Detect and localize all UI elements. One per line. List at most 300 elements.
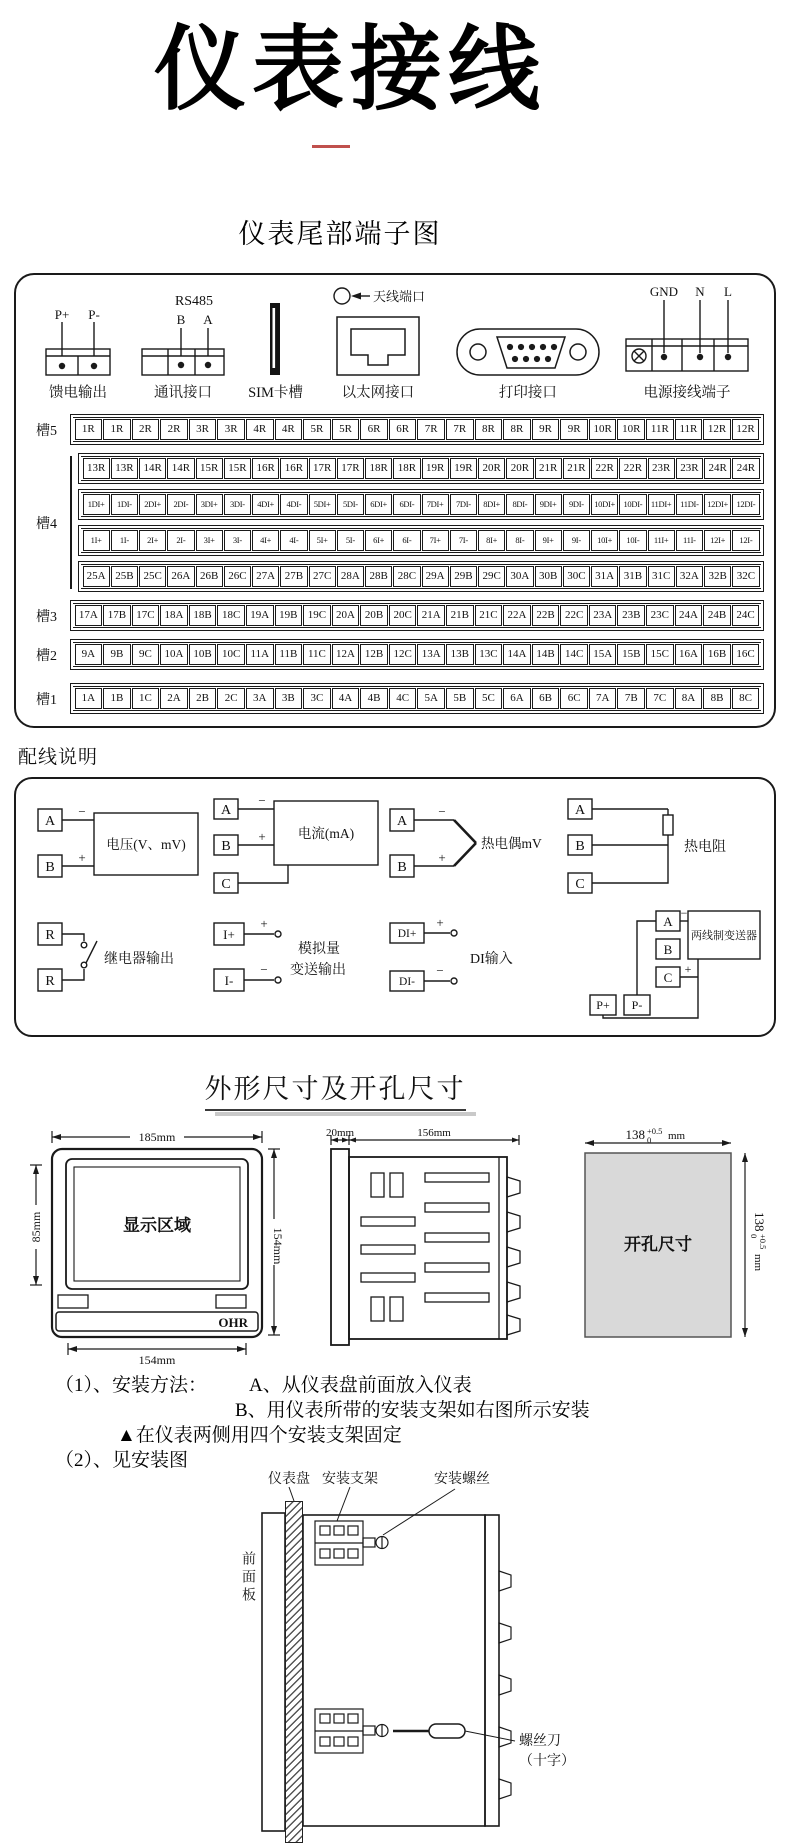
terminal-cell: 12DI+ (704, 494, 731, 515)
front-bottom-dim: 154mm (138, 1353, 176, 1368)
terminal-cell: 1R (103, 419, 131, 440)
slot2-label: 槽2 (36, 648, 57, 664)
connector-row (24, 281, 766, 406)
terminal-cell: 3DI+ (196, 494, 223, 515)
slot4-abc-strip (78, 561, 764, 592)
terminal-cell: 30B (535, 566, 562, 587)
terminal-strips (24, 414, 766, 714)
terminal-cell: 7C (646, 688, 674, 709)
terminal-cell: 9DI+ (535, 494, 562, 515)
terminal-cell: 14R (139, 458, 166, 479)
terminal-cell: 8I- (506, 530, 533, 551)
terminal-cell: 10R (589, 419, 617, 440)
terminal-cell: 2I+ (139, 530, 166, 551)
terminal-cell: 12C (389, 644, 417, 665)
terminal-cell: 5DI- (337, 494, 364, 515)
terminal-cell: 32C (732, 566, 759, 587)
terminal-cell: 11I- (676, 530, 703, 551)
terminal-cell: 8I+ (478, 530, 505, 551)
terminal-cell: 25A (83, 566, 110, 587)
ethernet-connector (322, 283, 434, 402)
terminal-cell: 12R (732, 419, 760, 440)
terminal-cell: 5A (417, 688, 445, 709)
terminal-cell: 10B (189, 644, 217, 665)
side-view-drawing (323, 1127, 538, 1367)
terminal-cell: 10C (217, 644, 245, 665)
terminal-cell: 8R (475, 419, 503, 440)
analog-plus: + (260, 916, 268, 932)
slot4-group (26, 453, 764, 592)
relay-terminal-r2: R (45, 974, 55, 990)
analog-label-line1: 模拟量 (298, 942, 340, 958)
terminal-cell: 4DI- (280, 494, 307, 515)
current-minus: − (258, 793, 266, 809)
terminal-cell: 4C (389, 688, 417, 709)
slot1-strip (70, 683, 764, 714)
terminal-cell: 5C (475, 688, 503, 709)
terminal-cell: 18B (189, 605, 217, 626)
terminal-cell: 1R (75, 419, 103, 440)
voltage-terminal-a: A (44, 814, 56, 830)
antenna-arrow-icon (351, 293, 361, 300)
tc-minus: − (438, 804, 446, 820)
terminal-cell: 7R (446, 419, 474, 440)
terminal-cell: 28B (365, 566, 392, 587)
terminal-cell: 12A (332, 644, 360, 665)
terminal-cell: 1B (103, 688, 131, 709)
terminal-cell: 8A (675, 688, 703, 709)
terminal-cell: 10I- (619, 530, 646, 551)
terminal-cell: 29A (422, 566, 449, 587)
di-minus: − (436, 963, 444, 979)
terminal-cell: 14A (503, 644, 531, 665)
terminal-cell: 16B (703, 644, 731, 665)
terminal-cell: 2DI- (167, 494, 194, 515)
terminal-cell: 12I- (732, 530, 759, 551)
analog-label-line2: 变送输出 (290, 963, 346, 979)
di-input-wiring-diagram (384, 907, 560, 1007)
current-terminal-a: A (220, 803, 232, 819)
terminal-cell: 9I- (563, 530, 590, 551)
terminal-cell: 24A (675, 605, 703, 626)
front-view-drawing (22, 1127, 287, 1367)
cutout-right-dim: 138 (752, 1212, 767, 1232)
install-line1: （1）、安装方法： A、从仪表盘前面放入仪表 (55, 1375, 472, 1397)
terminal-cell: 2R (132, 419, 160, 440)
current-wiring-diagram (208, 793, 384, 897)
current-label: 电流(mA) (297, 826, 355, 842)
terminal-cell: 4B (360, 688, 388, 709)
slot4-di-strip (78, 489, 764, 520)
tc-plus: + (438, 850, 446, 866)
terminal-cell: 24R (732, 458, 759, 479)
front-left-dim: 85mm (29, 1211, 43, 1243)
cutout-right-tol-sub: 0 (749, 1234, 759, 1239)
terminal-cell: 16R (252, 458, 279, 479)
terminal-cell: 26C (224, 566, 251, 587)
terminal-cell: 11A (246, 644, 274, 665)
rtd-terminal-a: A (574, 803, 586, 819)
voltage-terminal-b: B (45, 860, 55, 876)
terminal-cell: 15B (617, 644, 645, 665)
cutout-top-tol-sub: 0 (647, 1135, 652, 1146)
comm-pin-b: B (176, 312, 186, 328)
terminal-cell: 29B (450, 566, 477, 587)
terminal-cell: 19A (246, 605, 274, 626)
slot3-label: 槽3 (36, 609, 57, 625)
terminal-cell: 13C (475, 644, 503, 665)
terminal-cell: 21A (417, 605, 445, 626)
power-pin-n: N (695, 284, 705, 300)
terminal-cell: 29C (478, 566, 505, 587)
terminal-cell: 15C (646, 644, 674, 665)
terminal-cell: 20B (360, 605, 388, 626)
terminal-cell: 9R (532, 419, 560, 440)
transmitter-wiring-diagram (560, 907, 772, 1023)
terminal-cell: 9I+ (535, 530, 562, 551)
terminal-cell: 8C (732, 688, 760, 709)
terminal-cell: 30A (506, 566, 533, 587)
terminal-cell: 21C (475, 605, 503, 626)
terminal-cell: 12I+ (704, 530, 731, 551)
feed-output-label: 馈电输出 (49, 385, 107, 402)
terminal-cell: 2I- (167, 530, 194, 551)
terminal-cell: 1DI- (111, 494, 138, 515)
terminal-cell: 10A (160, 644, 188, 665)
screwdriver-icon (393, 1724, 515, 1741)
terminal-cell: 2A (160, 688, 188, 709)
tx-label: 两线制变送器 (691, 930, 757, 943)
terminal-cell: 6I+ (365, 530, 392, 551)
printer-port-label: 打印接口 (498, 385, 557, 402)
sim-slot-label: SIM卡槽 (248, 385, 303, 402)
terminal-cell: 21R (563, 458, 590, 479)
terminal-cell: 4I- (280, 530, 307, 551)
terminal-cell: 3I- (224, 530, 251, 551)
slot5-label: 槽5 (36, 423, 57, 439)
terminal-cell: 2C (217, 688, 245, 709)
terminal-cell: 32B (704, 566, 731, 587)
terminal-cell: 5I+ (309, 530, 336, 551)
current-plus: + (258, 829, 266, 845)
terminal-cell: 4I+ (252, 530, 279, 551)
terminal-cell: 6R (389, 419, 417, 440)
analog-terminal-iminus: I- (224, 973, 234, 989)
cutout-top-tol-sup: +0.5 (647, 1127, 663, 1137)
terminal-cell: 1A (75, 688, 103, 709)
terminal-cell: 3C (303, 688, 331, 709)
voltage-label: 电压(V、mV) (106, 837, 186, 853)
terminal-cell: 10DI+ (591, 494, 618, 515)
terminal-cell: 13B (446, 644, 474, 665)
power-terminal-label: 电源接线端子 (643, 385, 731, 402)
terminal-cell: 16C (732, 644, 760, 665)
di-plus: + (436, 915, 444, 931)
terminal-cell: 20R (506, 458, 533, 479)
terminal-cell: 26B (196, 566, 223, 587)
terminal-cell: 13A (417, 644, 445, 665)
power-connector (622, 283, 752, 402)
terminal-cell: 10R (617, 419, 645, 440)
display-area-label: 显示区域 (123, 1216, 191, 1236)
rs485-icon (137, 291, 229, 379)
terminal-cell: 9C (132, 644, 160, 665)
di-terminal-plus: DI+ (397, 928, 417, 941)
terminal-cell: 3B (275, 688, 303, 709)
rear-clips-icon (499, 1571, 511, 1799)
terminal-cell: 6A (503, 688, 531, 709)
terminal-cell: 3R (217, 419, 245, 440)
bracket-label: 安装支架 (322, 1472, 378, 1488)
terminal-cell: 11R (675, 419, 703, 440)
dimension-section-heading: 外形尺寸及开孔尺寸 (0, 1067, 790, 1111)
terminal-cell: 3A (246, 688, 274, 709)
terminal-cell: 7I+ (422, 530, 449, 551)
terminal-cell: 18A (160, 605, 188, 626)
terminal-cell: 5I- (337, 530, 364, 551)
screw-label: 安装螺丝 (434, 1472, 490, 1488)
terminal-cell: 21R (535, 458, 562, 479)
terminal-cell: 9DI- (563, 494, 590, 515)
terminal-cell: 24C (732, 605, 760, 626)
panel-label: 仪表盘 (268, 1472, 310, 1488)
terminal-cell: 7R (417, 419, 445, 440)
terminal-cell: 11DI- (676, 494, 703, 515)
terminal-cell: 17A (75, 605, 103, 626)
dimension-drawings (22, 1127, 768, 1367)
terminal-cell: 10DI- (619, 494, 646, 515)
di-label: DI输入 (470, 952, 513, 968)
tx-terminal-pplus: P+ (596, 998, 610, 1013)
slot4-relay-strip (78, 453, 764, 484)
feed-pin1-label: P+ (54, 307, 70, 323)
voltage-minus: − (78, 804, 86, 820)
tc-terminal-b: B (397, 860, 407, 876)
analog-minus: − (260, 962, 268, 978)
ethernet-icon (322, 283, 434, 379)
sim-slot-connector (248, 299, 303, 402)
mounting-panel-hatch (285, 1501, 303, 1843)
terminal-cell: 12R (703, 419, 731, 440)
terminal-cell: 18R (393, 458, 420, 479)
cutout-top-dim: 138 (625, 1127, 645, 1143)
terminal-cell: 27A (252, 566, 279, 587)
terminal-cell: 6DI+ (365, 494, 392, 515)
slot4-current-strip (78, 525, 764, 556)
cutout-label: 开孔尺寸 (624, 1235, 692, 1255)
terminal-cell: 25C (139, 566, 166, 587)
mounting-bracket-top-icon (315, 1521, 388, 1565)
terminal-cell: 32A (676, 566, 703, 587)
terminal-cell: 22R (619, 458, 646, 479)
terminal-cell: 27C (309, 566, 336, 587)
terminal-cell: 3I+ (196, 530, 223, 551)
install-instructions (55, 1373, 790, 1473)
terminal-cell: 1I- (111, 530, 138, 551)
slot4-label: 槽4 (36, 516, 57, 532)
install-line2: B、用仪表所带的安装支架如右图所示安装 (235, 1400, 590, 1422)
terminal-cell: 4R (275, 419, 303, 440)
terminal-cell: 31A (591, 566, 618, 587)
terminal-cell: 13R (111, 458, 138, 479)
terminal-cell: 6R (360, 419, 388, 440)
printer-connector (453, 311, 603, 402)
relay-wiring-diagram (32, 907, 208, 1007)
wiring-diagram-box (14, 777, 776, 1037)
terminal-section-heading: 仪表尾部端子图 (238, 219, 442, 250)
slot2-strip (70, 639, 764, 670)
terminal-cell: 17R (309, 458, 336, 479)
sim-slot-icon (262, 299, 288, 379)
tx-terminal-b: B (663, 942, 673, 958)
tc-terminal-a: A (396, 814, 408, 830)
terminal-cell: 23C (646, 605, 674, 626)
terminal-cell: 11B (275, 644, 303, 665)
terminal-cell: 25B (111, 566, 138, 587)
printer-port-icon (453, 311, 603, 379)
terminal-cell: 16A (675, 644, 703, 665)
terminal-cell: 2R (160, 419, 188, 440)
terminal-cell: 24R (704, 458, 731, 479)
slot5-strip (70, 414, 764, 445)
terminal-cell: 1I+ (83, 530, 110, 551)
terminal-cell: 15A (589, 644, 617, 665)
slot3-row (26, 600, 764, 631)
terminal-cell: 28C (393, 566, 420, 587)
tx-terminal-pminus: P- (631, 998, 643, 1013)
terminal-cell: 19R (450, 458, 477, 479)
terminal-cell: 18R (365, 458, 392, 479)
di-terminal-minus: DI- (399, 976, 415, 989)
terminal-cell: 17R (337, 458, 364, 479)
relay-terminal-r1: R (45, 928, 55, 944)
comm-port-connector (137, 291, 229, 402)
analog-terminal-iplus: I+ (223, 927, 235, 943)
tx-terminal-c: C (663, 970, 673, 986)
rtd-terminal-c: C (575, 877, 585, 893)
terminal-cell: 8DI- (506, 494, 533, 515)
terminal-cell: 4R (246, 419, 274, 440)
terminal-cell: 20A (332, 605, 360, 626)
feed-pin2-label: P- (88, 307, 100, 323)
wiring-section-heading: 配线说明 (18, 747, 99, 769)
terminal-cell: 20R (478, 458, 505, 479)
cutout-top-unit: mm (668, 1130, 686, 1143)
comm-pin-a: A (203, 312, 213, 328)
terminal-cell: 5R (332, 419, 360, 440)
terminal-cell: 19B (275, 605, 303, 626)
terminal-cell: 6B (532, 688, 560, 709)
slot1-row (26, 683, 764, 714)
terminal-cell: 24B (703, 605, 731, 626)
comm-port-label: 通讯接口 (154, 385, 213, 402)
tx-terminal-a: A (663, 914, 673, 930)
voltage-plus: + (78, 850, 86, 866)
terminal-cell: 7A (589, 688, 617, 709)
cutout-drawing (573, 1127, 768, 1367)
terminal-diagram-box (14, 273, 776, 728)
terminal-cell: 31B (619, 566, 646, 587)
terminal-cell: 5B (446, 688, 474, 709)
terminal-cell: 14R (167, 458, 194, 479)
power-terminal-icon (622, 283, 752, 379)
terminal-cell: 26A (167, 566, 194, 587)
antenna-label: 天线端口 (372, 289, 425, 305)
terminal-cell: 8DI+ (478, 494, 505, 515)
instrument-body-shape (303, 1515, 485, 1826)
terminal-cell: 22R (591, 458, 618, 479)
terminal-cell: 23A (589, 605, 617, 626)
terminal-cell: 6I- (393, 530, 420, 551)
terminal-cell: 14B (532, 644, 560, 665)
terminal-cell: 15R (224, 458, 251, 479)
slot5-row (26, 414, 764, 445)
ethernet-label: 以太网接口 (341, 385, 415, 402)
terminal-cell: 18C (217, 605, 245, 626)
terminal-cell: 2B (189, 688, 217, 709)
current-terminal-c: C (221, 877, 231, 893)
screwdriver-label-line1: 螺丝刀 (519, 1734, 561, 1750)
terminal-cell: 30C (563, 566, 590, 587)
front-top-dim: 185mm (138, 1130, 176, 1145)
terminal-cell: 23B (617, 605, 645, 626)
rs485-label: RS485 (174, 294, 214, 310)
terminal-cell: 19R (422, 458, 449, 479)
terminal-cell: 13R (83, 458, 110, 479)
tc-label: 热电偶mV (481, 836, 542, 852)
cutout-right-unit: mm (752, 1254, 764, 1272)
rtd-wiring-diagram (560, 793, 772, 897)
rtd-label: 热电阻 (684, 840, 726, 856)
terminal-cell: 10I+ (591, 530, 618, 551)
terminal-cell: 14C (560, 644, 588, 665)
slot4-bracket (70, 456, 72, 589)
terminal-cell: 23R (676, 458, 703, 479)
relay-label: 继电器输出 (104, 952, 174, 968)
terminal-cell: 1DI+ (83, 494, 110, 515)
terminal-cell: 2DI+ (139, 494, 166, 515)
terminal-cell: 12B (360, 644, 388, 665)
terminal-cell: 11DI+ (648, 494, 675, 515)
terminal-cell: 31C (648, 566, 675, 587)
terminal-cell: 9A (75, 644, 103, 665)
terminal-cell: 22C (560, 605, 588, 626)
voltage-wiring-diagram (32, 793, 208, 893)
terminal-cell: 16R (280, 458, 307, 479)
slot3-strip (70, 600, 764, 631)
feed-output-icon (38, 305, 118, 379)
terminal-cell: 7DI+ (422, 494, 449, 515)
tx-plus: + (684, 962, 692, 977)
terminal-cell: 11I+ (648, 530, 675, 551)
install-line4: （2）、见安装图 (55, 1450, 189, 1472)
power-pin-gnd: GND (649, 284, 679, 300)
terminal-cell: 15R (196, 458, 223, 479)
terminal-cell: 1C (132, 688, 160, 709)
terminal-cell: 6DI- (393, 494, 420, 515)
terminal-cell: 20C (389, 605, 417, 626)
feed-output-connector (38, 305, 118, 402)
terminal-cell: 17B (103, 605, 131, 626)
power-pin-l: L (723, 284, 732, 300)
terminal-cell: 11C (303, 644, 331, 665)
cutout-right-tol-sup: +0.5 (758, 1234, 768, 1250)
page-title: 仪表接线 (153, 19, 546, 121)
screwdriver-label-line2: （十字） (519, 1754, 575, 1770)
front-bezel-shape (262, 1513, 285, 1831)
install-line3: ▲在仪表两侧用四个安装支架固定 (117, 1425, 402, 1447)
brand-logo: OHR (218, 1315, 248, 1331)
